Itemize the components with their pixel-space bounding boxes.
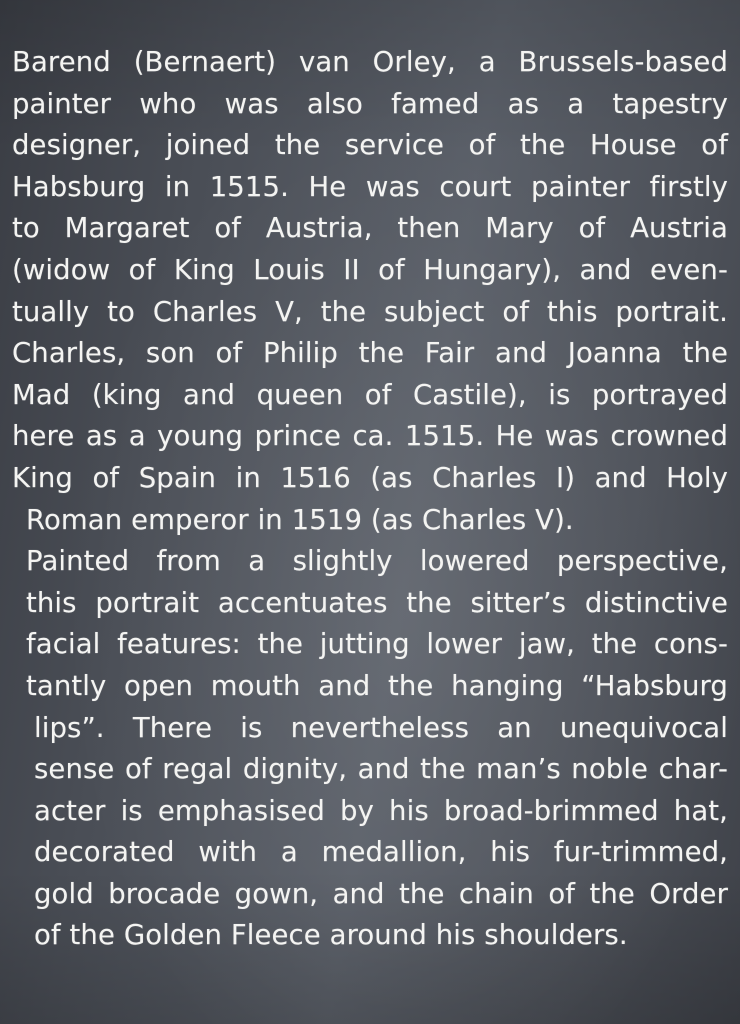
placard-line-9: Mad (king and queen of Castile), is portrayed (12, 378, 728, 411)
placard-line-11: King of Spain in 1516 (as Charles I) and Holy (12, 461, 728, 494)
placard-line-18: sense of regal dignity, and the man’s noble char- (34, 753, 728, 786)
placard-text (12, 42, 728, 957)
placard-line-8: Charles, son of Philip the Fair and Joanna the (12, 337, 728, 370)
placard-line-6: (widow of King Louis II of Hungary), and even- (12, 253, 728, 286)
placard-line-10: here as a young prince ca. 1515. He was crowned (12, 420, 728, 453)
placard-line-15: facial features: the jutting lower jaw, the cons- (26, 628, 728, 661)
placard-line-17: lips”. There is nevertheless an unequivocal (34, 711, 728, 744)
placard-line-14: this portrait accentuates the sitter’s distinctive (26, 586, 728, 619)
placard-line-19: acter is emphasised by his broad-brimmed hat, (34, 794, 728, 827)
placard-line-16: tantly open mouth and the hanging “Habsburg (26, 669, 728, 702)
placard-line-21: gold brocade gown, and the chain of the Order (34, 877, 728, 910)
placard-line-22: of the Golden Fleece around his shoulders. (34, 919, 628, 952)
placard-line-1: Barend (Bernaert) van Orley, a Brussels-based (12, 46, 728, 78)
placard-line-4: Habsburg in 1515. He was court painter firstly (12, 170, 728, 203)
placard-line-5: to Margaret of Austria, then Mary of Austria (12, 212, 728, 245)
placard-line-2: painter who was also famed as a tapestry (12, 87, 728, 120)
placard-line-7: tually to Charles V, the subject of this portrait. (12, 295, 728, 328)
placard-line-3: designer, joined the service of the House of (12, 129, 728, 162)
placard-line-20: decorated with a medallion, his fur-trimmed, (34, 836, 728, 869)
placard-line-12: Roman emperor in 1519 (as Charles V). (26, 503, 574, 536)
placard-line-13: Painted from a slightly lowered perspective, (26, 545, 728, 578)
